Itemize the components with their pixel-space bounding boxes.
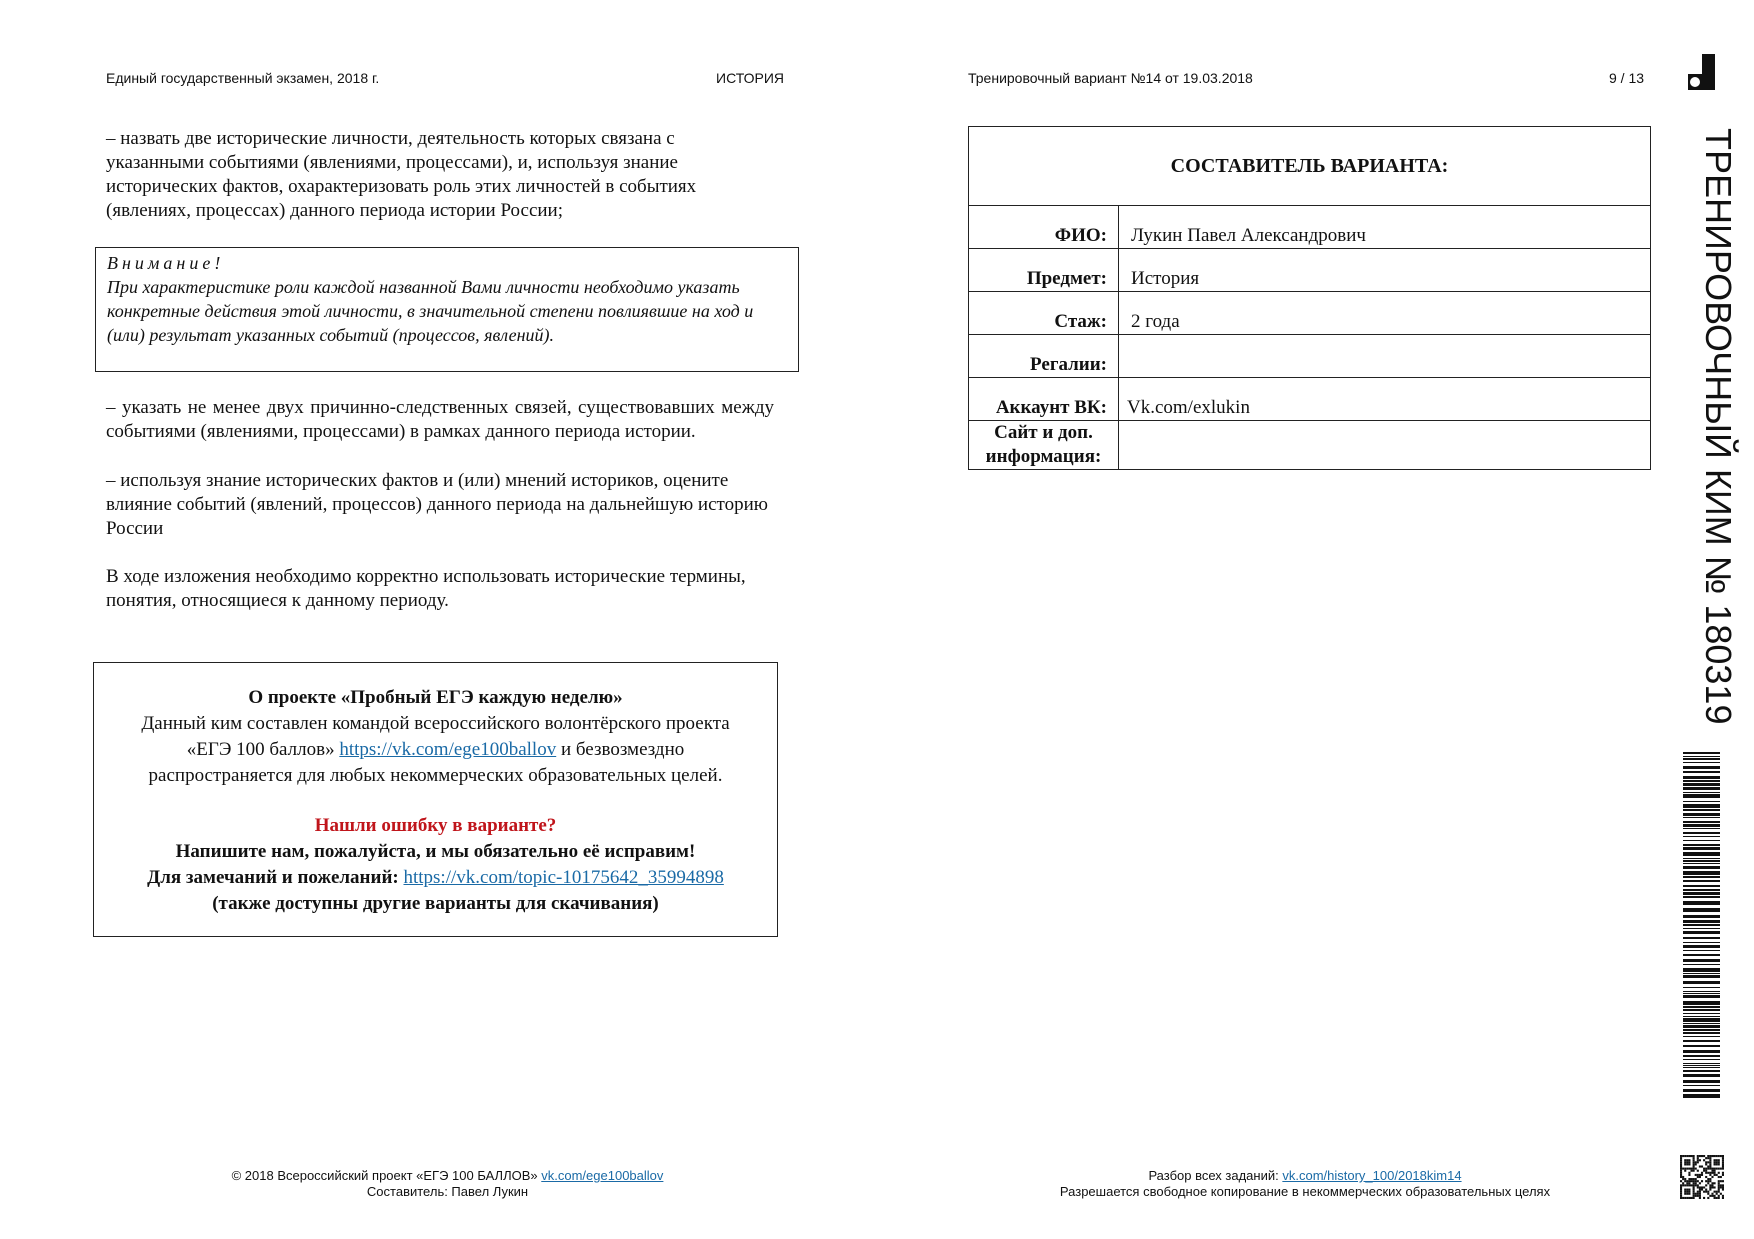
row-label-site: Сайт и доп. информация:: [969, 421, 1119, 470]
project-info-box: [93, 662, 778, 937]
project-vk-link[interactable]: https://vk.com/ege100ballov: [339, 739, 557, 760]
qr-code-icon: [1680, 1155, 1724, 1199]
footer-analysis-link[interactable]: vk.com/history_100/2018kim14: [1282, 1168, 1462, 1183]
footer-vk-link[interactable]: vk.com/ege100ballov: [541, 1168, 664, 1183]
compiler-table: [968, 126, 1651, 470]
remarks-label: Для замечаний и пожеланий:: [147, 867, 399, 888]
attention-box: [95, 247, 799, 372]
row-value-site: [1119, 421, 1651, 470]
project-line-3: распространяется для любых некоммерческих образовательных целей.: [148, 765, 723, 786]
header-page-number: 9 / 13: [1609, 70, 1645, 86]
row-label-experience: Стаж:: [969, 292, 1119, 335]
task-requirement-2: – указать не менее двух причинно-следственных связей, существовавших между событиями (явлениями, процессами) в рамках данного периода истории.: [106, 397, 774, 442]
table-row: [969, 378, 1651, 421]
footer-compiler: Составитель: Павел Лукин: [366, 1184, 529, 1199]
table-row: [969, 206, 1651, 249]
side-title-text: ТРЕНИРОВОЧНЫЙ КИМ № 180319: [1698, 128, 1739, 725]
attention-text: При характеристике роли каждой названной Вами личности необходимо указать конкретные действия этой личности, в значительной степени повлиявшие на ход и (или) результат указанных событий (процессов, явлений).: [107, 277, 754, 345]
write-us-text: Напишите нам, пожалуйста, и мы обязательно её исправим!: [175, 841, 696, 862]
project-line-1: Данный ким составлен командой всероссийского волонтёрского проекта: [141, 713, 730, 734]
row-value-regalia: [1119, 335, 1651, 378]
footer-right: [1000, 1168, 1610, 1200]
table-row: [969, 292, 1651, 335]
task-requirement-3: – используя знание исторических фактов и (или) мнений историков, оцените влияние событий (явлений, процессов) данного периода на дальнейшую историю России: [106, 470, 768, 539]
attention-title: Внимание!: [107, 253, 225, 273]
footer-copyright-line: [170, 1168, 725, 1184]
compiler-table-heading: СОСТАВИТЕЛЬ ВАРИАНТА:: [969, 127, 1651, 206]
header-variant: Тренировочный вариант №14 от 19.03.2018: [968, 70, 1253, 86]
row-label-subject: Предмет:: [969, 249, 1119, 292]
footer-copy-permission: Разрешается свободное копирование в некоммерческих образовательных целях: [1059, 1184, 1551, 1199]
project-title: О проекте «Пробный ЕГЭ каждую неделю»: [248, 687, 623, 708]
footer-copyright: © 2018 Всероссийский проект «ЕГЭ 100 БАЛЛОВ»: [231, 1168, 538, 1183]
row-value-subject: История: [1119, 249, 1651, 292]
also-available-text: (также доступны другие варианты для скачивания): [212, 893, 659, 914]
project-line-2: [104, 737, 767, 763]
table-row: [969, 335, 1651, 378]
barcode-icon: [1683, 752, 1720, 1100]
project-name: «ЕГЭ 100 баллов»: [186, 739, 335, 760]
remarks-link[interactable]: https://vk.com/topic-10175642_35994898: [403, 867, 724, 888]
table-row: [969, 421, 1651, 470]
table-row: [969, 249, 1651, 292]
task-requirement-1: – назвать две исторические личности, деятельность которых связана с указанными событиями (явлениями, процессами), и, используя знание исторических фактов, охарактеризовать роль этих личностей в событиях (явлениях, процессах) данного периода истории России;: [106, 128, 697, 221]
row-value-name: Лукин Павел Александрович: [1119, 206, 1651, 249]
logo-icon: [1688, 54, 1715, 90]
error-title: Нашли ошибку в варианте?: [314, 815, 557, 836]
row-value-experience: 2 года: [1119, 292, 1651, 335]
header-subject: ИСТОРИЯ: [716, 70, 785, 86]
header-left: Единый государственный экзамен, 2018 г.: [106, 70, 380, 86]
side-title: [1698, 128, 1738, 728]
row-label-name: ФИО:: [969, 206, 1119, 249]
terminology-note: В ходе изложения необходимо корректно использовать исторические термины, понятия, относящиеся к данному периоду.: [106, 566, 746, 611]
project-line-2-tail: и безвозмездно: [560, 739, 685, 760]
remarks-line: [104, 865, 767, 891]
row-label-regalia: Регалии:: [969, 335, 1119, 378]
footer-left: [170, 1168, 725, 1200]
footer-analysis-line: [1000, 1168, 1610, 1184]
row-value-vk-account: Vk.com/exlukin: [1119, 378, 1651, 421]
row-label-vk-account: Аккаунт ВК:: [969, 378, 1119, 421]
footer-analysis-label: Разбор всех заданий:: [1148, 1168, 1279, 1183]
